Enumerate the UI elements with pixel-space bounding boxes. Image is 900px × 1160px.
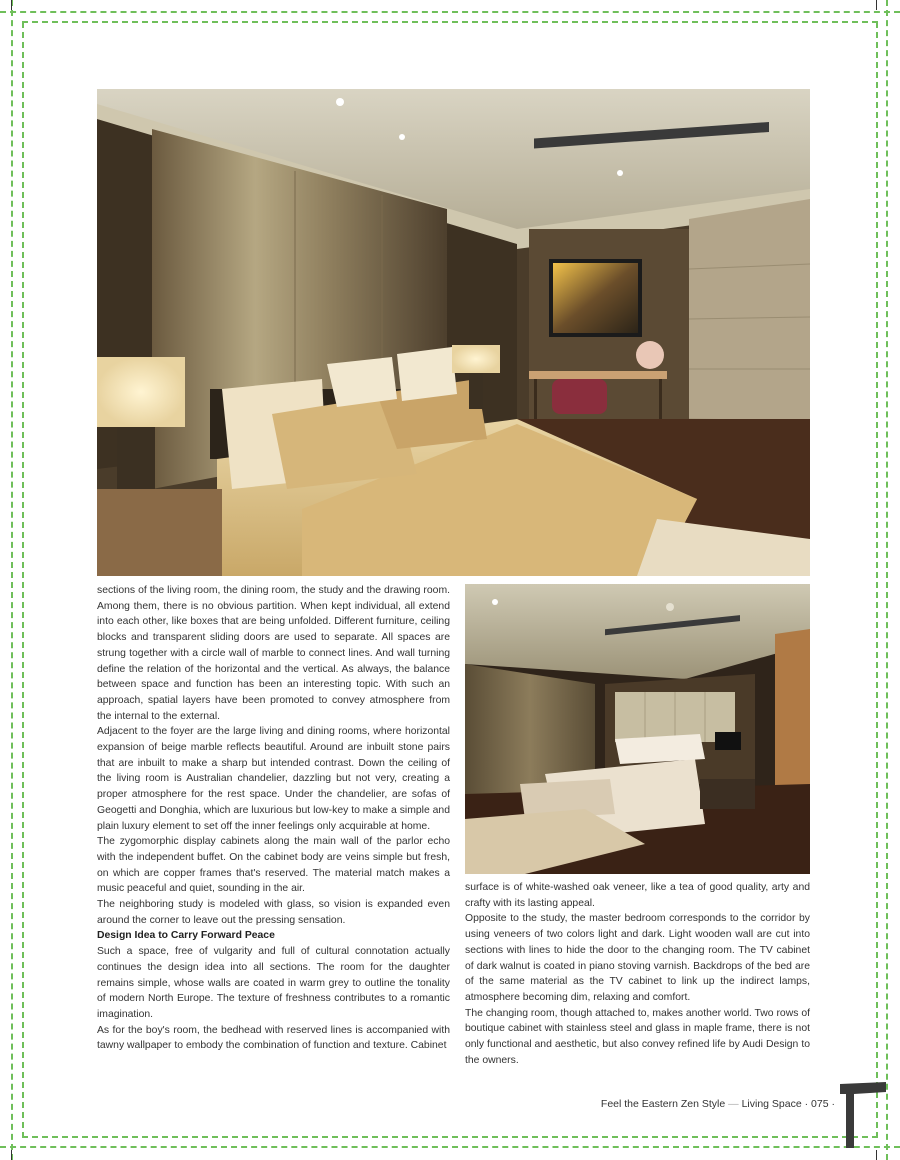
crop-mark-top-left xyxy=(11,0,12,10)
left-text-column xyxy=(97,583,450,1054)
body-paragraph: The neighboring study is modeled with glass, so vision is expanded even around the corner to leave out the pressing sensation. xyxy=(97,899,450,926)
frame-right-border xyxy=(886,0,888,1160)
footer-book-title: Feel the Eastern Zen Style xyxy=(600,1098,726,1110)
body-paragraph: Opposite to the study, the master bedroom corresponds to the corridor by using veneers of two colors light and dark. Light wooden wall are cut into sections with lines to hide the door to the changing room. The TV cabinet of dark walnut is coated in piano stoving varnish. Backdrops of the bed are of the same material as the TV cabinet to link up the indirect lamps, atmosphere becoming dim, relaxing and comfort. xyxy=(465,913,810,1003)
body-paragraph: The zygomorphic display cabinets along the main wall of the parlor echo with the independent buffet. On the cabinet body are veins simple but fresh, on which are copper frames that's reserved. The material match makes a music peaceful and quiet, sounding in the air. xyxy=(97,836,450,895)
crop-mark-top-right xyxy=(876,0,877,10)
body-paragraph: Such a space, free of vulgarity and full of cultural connotation actually continues the design idea into all sections. The room for the daughter remains simple, whose walls are coated in warm grey to outline the tonality of modern North Europe. The texture of freshness contributes to a romantic imagination. xyxy=(97,946,450,1020)
frame-top-inner-border xyxy=(22,21,878,23)
crop-mark-bottom-left xyxy=(11,1150,12,1160)
corner-t-mark-icon xyxy=(838,1082,888,1150)
footer-dot-icon: · xyxy=(804,1098,809,1110)
page-footer xyxy=(560,1098,835,1110)
frame-top-border xyxy=(0,11,900,13)
body-paragraph: Adjacent to the foyer are the large living and dining rooms, where horizontal expansion of beige marble reflects beautiful. Around are inbuilt stone pairs that are inbuilt to make a sharp but intended contrast. Down the ceiling of the living room is Australian chandelier, dazzling but not very, creating a proper atmosphere for the rest space. Under the chandelier, are sofas of Geogetti and Donghia, which are luxurious but low-key to make a simple and plain luxury element to set off the inner feelings only acquirable at home. xyxy=(97,726,450,832)
frame-left-border xyxy=(11,0,13,1160)
frame-right-inner-border xyxy=(876,22,878,1138)
frame-bottom-inner-border xyxy=(22,1136,878,1138)
body-paragraph: surface is of white-washed oak veneer, like a tea of good quality, arty and crafty with its lasting appeal. xyxy=(465,882,810,909)
body-paragraph: sections of the living room, the dining room, the study and the drawing room. Among them, there is no obvious partition. When kept individual, all extend into each other, like boxes that are being unfolded. Different furniture, ceiling blocks and transparent sliding doors are used to separate. All spaces are strung together with a circle wall of marble to connect lines. And wall turning define the relation of the horizontal and the vertical. As always, the balance between space and function has been an interesting topic. With such an approach, spatial layers have been promoted to convey atmosphere from the internal to the external. xyxy=(97,585,450,722)
section-heading: Design Idea to Carry Forward Peace xyxy=(97,930,275,942)
frame-left-inner-border xyxy=(22,22,24,1138)
footer-section: Living Space xyxy=(741,1098,802,1110)
body-paragraph: The changing room, though attached to, makes another world. Two rows of boutique cabinet with stainless steel and glass in maple frame, there is not only functional and aesthetic, but also convey refined life by Audi Design to the owners. xyxy=(465,1007,810,1066)
page-number: 075 xyxy=(811,1098,829,1110)
right-text-column xyxy=(465,880,810,1068)
frame-bottom-border xyxy=(0,1146,900,1148)
footer-dot-icon: · xyxy=(831,1098,835,1110)
footer-separator: — xyxy=(728,1098,739,1110)
main-bedroom-photo xyxy=(97,89,810,576)
crop-mark-bottom-right xyxy=(876,1150,877,1160)
body-paragraph: As for the boy's room, the bedhead with reserved lines is accompanied with tawny wallpaper to embody the combination of function and texture. Cabinet xyxy=(97,1024,450,1052)
second-bedroom-photo xyxy=(465,584,810,874)
